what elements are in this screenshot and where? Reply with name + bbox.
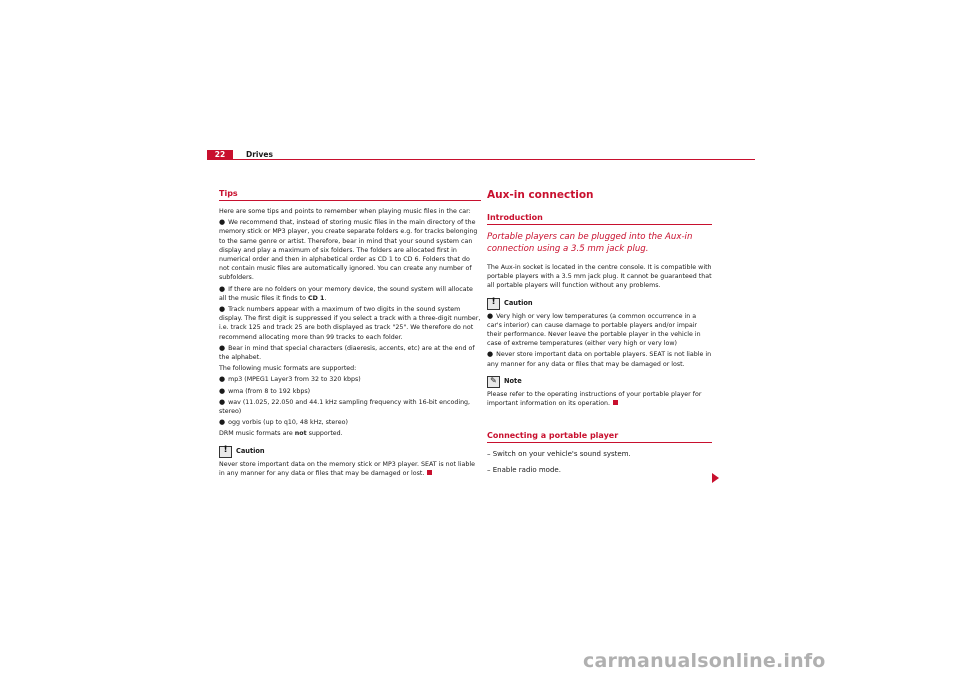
end-of-section-icon	[427, 470, 432, 475]
bullet-icon: ●	[219, 343, 226, 352]
bullet-icon: ●	[219, 375, 226, 384]
format-item: ● wma (from 8 to 192 kbps)	[219, 386, 311, 395]
connecting-heading: Connecting a portable player	[487, 430, 712, 443]
left-column	[219, 188, 481, 480]
bullet-icon: ●	[487, 350, 494, 359]
drm-note: DRM music formats are not supported.	[219, 430, 343, 438]
bullet-icon: ●	[219, 218, 226, 227]
note-text: Please refer to the operating instructions of your portable player for important information on its operation.	[487, 390, 702, 408]
format-item: ● ogg vorbis (up to q10, 48 kHz, stereo)	[219, 418, 348, 427]
header-rule	[207, 159, 755, 160]
note-header: ✎ Note	[487, 376, 712, 388]
caution-bullet: ● Never store important data on portable players. SEAT is not liable in any manner for any data or files that may be damaged or lost.	[487, 350, 712, 368]
bullet-icon: ●	[219, 397, 226, 406]
caution-bullet: ● Very high or very low temperatures (a common occurrence in a car's interior) can cause damage to portable players and/or impair their performance. Never leave the portable player in the vehicle in case of extreme temperatures (either very high or very low)	[487, 311, 701, 348]
caution-icon	[487, 298, 500, 310]
caution-header: ! Caution	[219, 446, 481, 458]
intro-body: The Aux-in socket is located in the centre console. It is compatible with portable players with a 3.5 mm jack plug. It cannot be guaranteed that all portable players will function without any problems.	[487, 264, 712, 290]
bullet-icon: ●	[219, 386, 226, 395]
tips-bullet: ● Track numbers appear with a maximum of two digits in the sound system display. The first digit is suppressed if you select a track with a three-digit number, i.e. track 125 and track 25 are both displayed as track "25". We therefore do not recommend allocating more than 99 tracks to each folder.	[219, 305, 481, 341]
watermark: carmanualsonline.info	[583, 650, 826, 672]
tips-heading: Tips	[219, 188, 481, 201]
bullet-icon: ●	[219, 418, 226, 427]
formats-intro: The following music formats are supported:	[219, 365, 357, 373]
step-item: – Enable radio mode.	[487, 466, 561, 475]
lead-text: Portable players can be plugged into the Aux-in connection using a 3.5 mm jack plug.	[487, 232, 693, 254]
continue-arrow-icon	[712, 473, 719, 483]
aux-in-heading: Aux-in connection	[487, 189, 594, 201]
running-title: Drives	[246, 150, 273, 159]
bullet-icon: ●	[487, 311, 494, 320]
caution-text: Never store important data on the memory stick or MP3 player. SEAT is not liable in any manner for any data or files that may be damaged or lost.	[219, 460, 475, 477]
bullet-icon: ●	[219, 284, 226, 293]
cd1-label: CD 1	[307, 294, 325, 302]
caution-header: ! Caution	[487, 298, 712, 310]
bullet-icon: ●	[219, 305, 226, 314]
end-of-section-icon	[613, 400, 618, 405]
tips-bullet: ● If there are no folders on your memory device, the sound system will allocate all the music files it finds to CD 1.	[219, 284, 473, 302]
tips-bullet: ● Bear in mind that special characters (diaeresis, accents, etc) are at the end of the alphabet.	[219, 343, 475, 362]
step-item: – Switch on your vehicle's sound system.	[487, 450, 631, 459]
page-number: 22	[207, 150, 233, 160]
note-icon	[487, 376, 500, 388]
right-column	[487, 188, 712, 475]
format-item: ● mp3 (MPEG1 Layer3 from 32 to 320 kbps)	[219, 375, 361, 384]
introduction-heading: Introduction	[487, 212, 712, 225]
format-item: ● wav (11.025, 22.050 and 44.1 kHz sampling frequency with 16-bit encoding, stereo)	[219, 397, 471, 416]
caution-icon	[219, 446, 232, 458]
tips-intro: Here are some tips and points to remember when playing music files in the car:	[219, 208, 471, 215]
tips-bullet: ● We recommend that, instead of storing music files in the main directory of the memory stick or MP3 player, you create separate folders e.g. for tracks belonging to the same genre or artist. Therefore, bear in mind that your sound system can display and play a maximum of six folders. The folders are allocated first in numerical order and then in alphabetical order as CD 1 to CD 6. Folders that do not contain music files are automatically ignored. You can create any number of subfolders.	[219, 218, 478, 282]
